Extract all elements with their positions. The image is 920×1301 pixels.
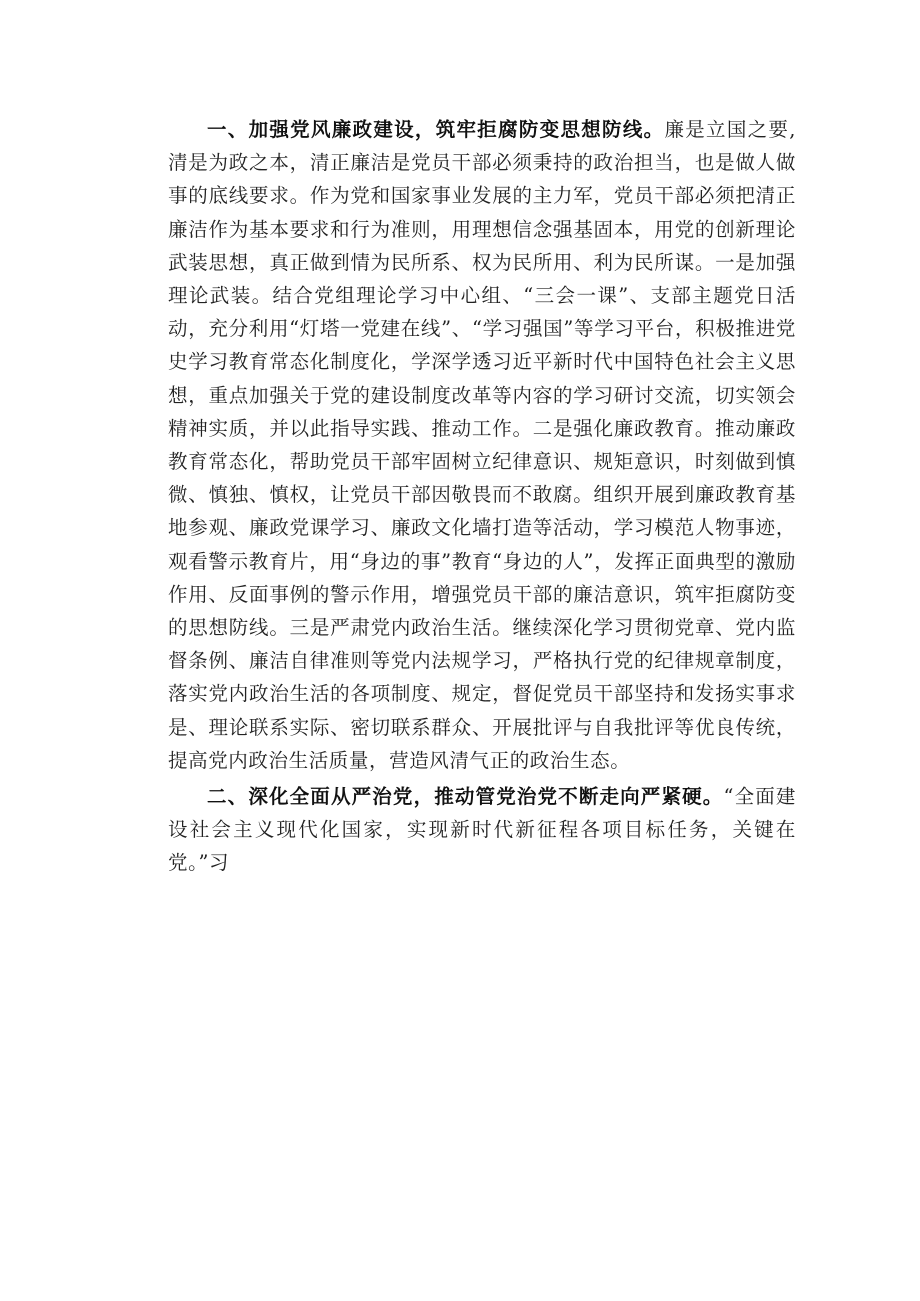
paragraph-1 (168, 113, 796, 777)
paragraph-1-text: 廉是立国之要,清是为政之本，清正廉洁是党员干部必须秉持的政治担当，也是做人做事的底线要求。作为党和国家事业发展的主力军，党员干部必须把清正廉洁作为基本要求和行为准则，用理想信念强基固本，用党的创新理论武装思想，真正做到情为民所系、权为民所用、利为民所谋。一是加强理论武装。结合党组理论学习中心组、“三会一课”、支部主题党日活动，充分利用“灯塔一党建在线”、“学习强国”等学习平台，积极推进党史学习教育常态化制度化，学深学透习近平新时代中国特色社会主义思想，重点加强关于党的建设制度改革等内容的学习研讨交流，切实领会精神实质，并以此指导实践、推动工作。二是强化廉政教育。推动廉政教育常态化，帮助党员干部牢固树立纪律意识、规矩意识，时刻做到慎微、慎独、慎权，让党员干部因敬畏而不敢腐。组织开展到廉政教育基地参观、廉政党课学习、廉政文化墙打造等活动，学习模范人物事迹，观看警示教育片，用“身边的事”教育“身边的人”，发挥正面典型的激励作用、反面事例的警示作用，增强党员干部的廉洁意识，筑牢拒腐防变的思想防线。三是严肃党内政治生活。继续深化学习贯彻党章、党内监督条例、廉洁自律准则等党内法规学习，严格执行党的纪律规章制度，落实党内政治生活的各项制度、规定，督促党员干部坚持和发扬实事求是、理论联系实际、密切联系群众、开展批评与自我批评等优良传统，提高党内政治生活质量，营造风清气正的政治生态。 (168, 118, 796, 772)
paragraph-2-heading: 二、深化全面从严治党，推动管党治党不断走向严紧硬。 (207, 785, 724, 809)
document-body (168, 113, 796, 880)
paragraph-1-heading: 一、加强党风廉政建设，筑牢拒腐防变思想防线。 (207, 118, 665, 141)
paragraph-2-text: “全面建设社会主义现代化国家，实现新时代新征程各项目标任务，关键在党。”习 (168, 785, 796, 875)
paragraph-2 (168, 780, 796, 880)
